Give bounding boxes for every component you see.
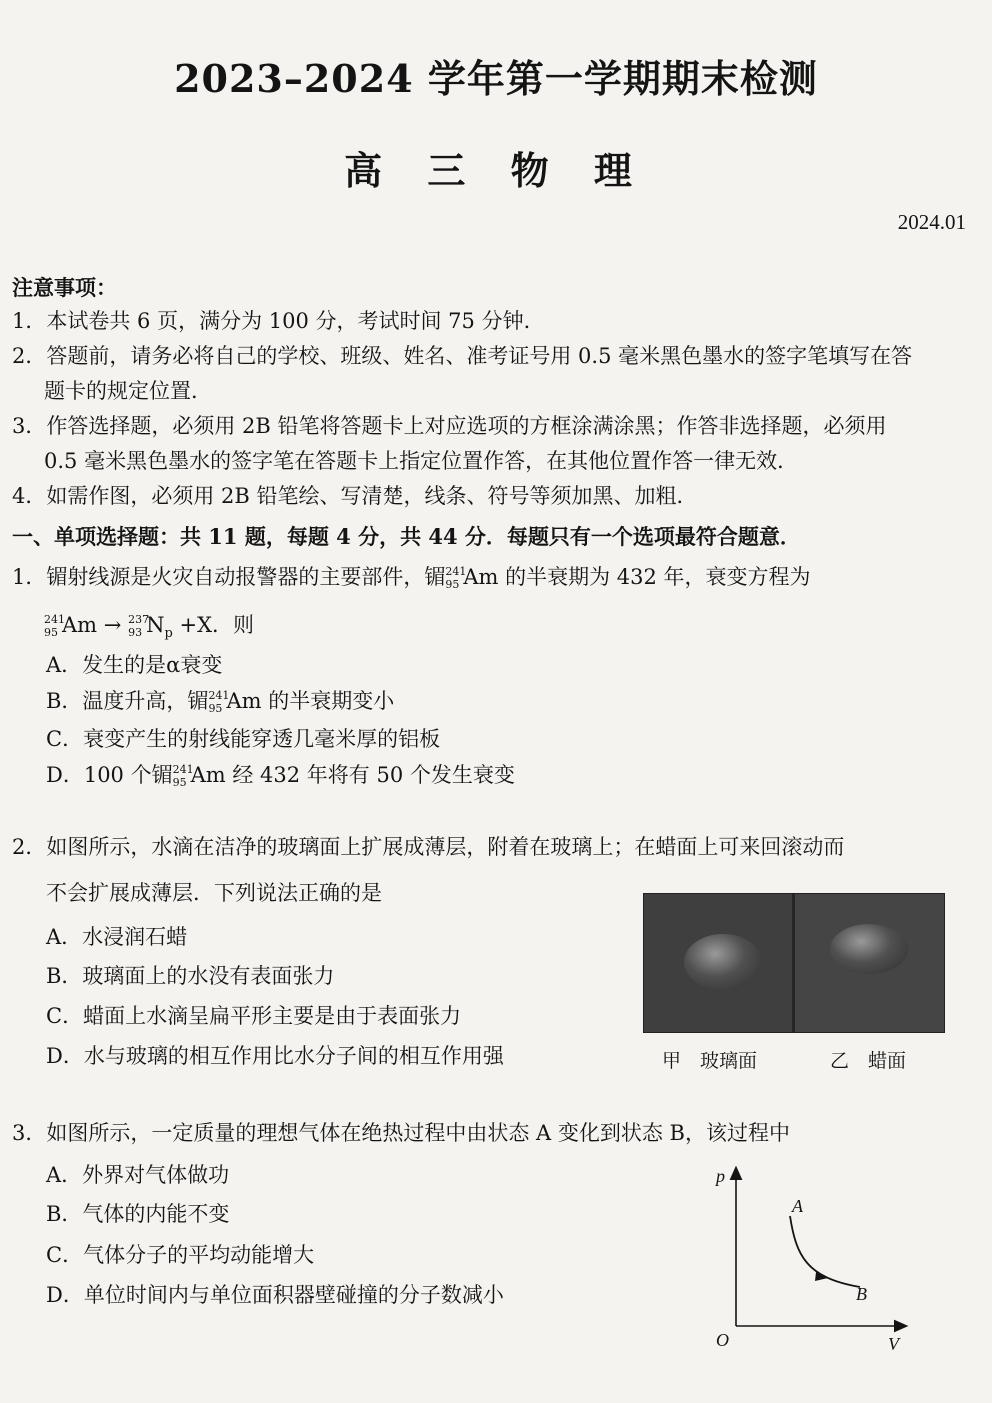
q1-option-b-b: Am 的半衰期变小: [226, 689, 395, 713]
mass-number: 241: [44, 613, 65, 626]
q1-option-d-b: Am 经 432 年将有 50 个发生衰变: [190, 763, 515, 787]
isotope-np: [128, 610, 150, 640]
notice-item: 1．本试卷共 6 页，满分为 100 分，考试时间 75 分钟．: [12, 309, 545, 333]
mass-number: 241: [208, 689, 230, 702]
q1-option-d-a: D．100 个镅: [46, 763, 173, 787]
page-title: 2023–2024 学年第一学期期末检测: [174, 56, 818, 101]
notice-heading: 注意事项：: [12, 275, 117, 300]
water-drop-glass: [684, 934, 762, 990]
exam-date: 2024.01: [897, 210, 966, 234]
q1-option-c: C．衰变产生的射线能穿透几毫米厚的铝板: [46, 727, 441, 751]
glass-surface-panel: [644, 894, 792, 1032]
notice-item: 题卡的规定位置．: [44, 379, 212, 403]
atomic-number: 95: [208, 702, 223, 715]
point-a-label: A: [792, 1196, 803, 1216]
question-2-stem-2: 不会扩展成薄层．下列说法正确的是: [46, 881, 382, 905]
isotope-am: [445, 562, 467, 592]
arrow-icon: →: [103, 613, 122, 637]
mass-number: 241: [445, 565, 467, 578]
isotope-am: [208, 686, 230, 716]
notice-item: 3．作答选择题，必须用 2B 铅笔将答题卡上对应选项的方框涂满涂黑；作答非选择题，必须用: [12, 414, 887, 438]
question-2-stem-1: 2．如图所示，水滴在洁净的玻璃面上扩展成薄层，附着在玻璃上；在蜡面上可来回滚动而: [12, 835, 845, 859]
axis-label-v: V: [888, 1334, 899, 1354]
isotope-am: [44, 610, 65, 640]
isotope-am: [172, 760, 194, 790]
point-b-label: B: [856, 1284, 867, 1304]
element-np: N: [146, 613, 165, 637]
q3-option-d: D．单位时间内与单位面积器壁碰撞的分子数减小: [46, 1283, 504, 1307]
q2-option-b: B．玻璃面上的水没有表面张力: [46, 964, 335, 988]
page-subtitle: 高 三 物 理: [344, 148, 648, 193]
q2-option-d: D．水与玻璃的相互作用比水分子间的相互作用强: [46, 1044, 504, 1068]
water-drop-photo: [643, 893, 945, 1033]
element-am: Am: [62, 613, 98, 637]
element-np-subscript: p: [164, 626, 173, 642]
notice-item: 0.5 毫米黑色墨水的签字笔在答题卡上指定位置作答，在其他位置作答一律无效．: [44, 449, 799, 473]
q1-stem-b: Am 的半衰期为 432 年，衰变方程为: [463, 565, 811, 589]
decay-equation: [44, 610, 254, 649]
photo-caption-right: 乙 蜡面: [830, 1050, 907, 1072]
atomic-number: 95: [172, 776, 187, 789]
mass-number: 237: [128, 613, 150, 626]
pv-graph: [700, 1160, 920, 1360]
q1-option-b: [46, 686, 394, 716]
photo-caption-left: 甲 玻璃面: [662, 1050, 758, 1072]
q2-option-a: A．水浸润石蜡: [46, 925, 188, 949]
q1-option-b-a: B．温度升高，镅: [46, 689, 209, 713]
notice-item: 4．如需作图，必须用 2B 铅笔绘、写清楚，线条、符号等须加黑、加粗．: [12, 484, 698, 508]
q1-option-d: [46, 760, 515, 790]
question-1-stem: [12, 562, 811, 592]
axis-label-p: p: [716, 1166, 725, 1186]
notice-item: 2．答题前，请务必将自己的学校、班级、姓名、准考证号用 0.5 毫米黑色墨水的签字笔填写在答: [12, 344, 913, 368]
atomic-number: 95: [44, 626, 58, 639]
equation-tail: +X．则: [179, 613, 255, 637]
q3-option-b: B．气体的内能不变: [46, 1202, 230, 1226]
q2-option-c: C．蜡面上水滴呈扁平形主要是由于表面张力: [46, 1004, 462, 1028]
atomic-number: 95: [445, 578, 460, 591]
q3-option-c: C．气体分子的平均动能增大: [46, 1243, 315, 1267]
question-3-stem: 3．如图所示，一定质量的理想气体在绝热过程中由状态 A 变化到状态 B，该过程中: [12, 1121, 790, 1145]
origin-label: O: [716, 1330, 729, 1350]
water-drop-wax: [830, 924, 908, 974]
wax-surface-panel: [795, 894, 944, 1032]
q3-option-a: A．外界对气体做功: [46, 1163, 230, 1187]
mass-number: 241: [172, 763, 194, 776]
q1-stem-a: 1．镅射线源是火灾自动报警器的主要部件，镅: [12, 565, 446, 589]
process-curve: [790, 1216, 860, 1287]
atomic-number: 93: [128, 626, 143, 639]
q1-option-a: A．发生的是α衰变: [46, 653, 223, 677]
section-heading: 一、单项选择题：共 11 题，每题 4 分，共 44 分．每题只有一个选项最符合题意．: [12, 524, 801, 549]
